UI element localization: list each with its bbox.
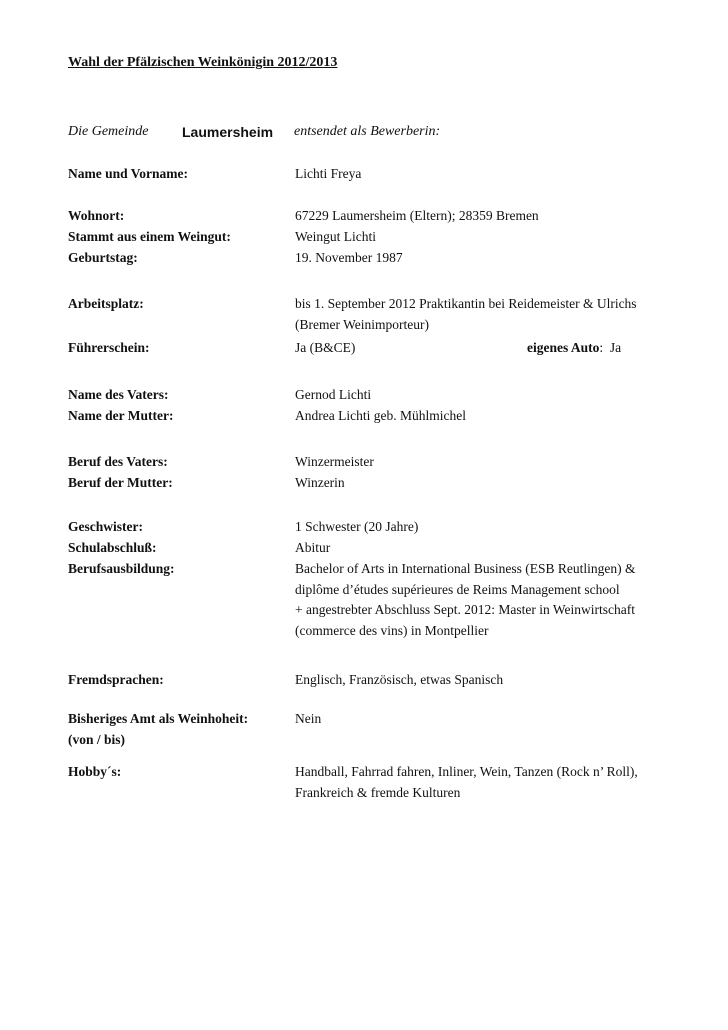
field-label: Arbeitsplatz: [68,296,144,311]
field-value: 67229 Laumersheim (Eltern); 28359 Bremen [295,208,539,223]
field-label: Fremdsprachen: [68,672,164,687]
field-label: Schulabschluß: [68,540,157,555]
field-value-line: Bachelor of Arts in International Business (ESB Reutlingen) & [295,561,636,576]
field-value: Abitur [295,540,331,555]
field-label: Name der Mutter: [68,408,174,423]
field-value-line: bis 1. September 2012 Praktikantin bei Reidemeister & Ulrichs [295,296,637,311]
field-label: Hobby´s: [68,764,122,779]
field-value: Winzerin [295,475,345,490]
field-value-line: (Bremer Weinimporteur) [295,316,429,332]
field-value: Lichti Freya [295,166,362,181]
field-value: Gernod Lichti [295,387,372,402]
field-label: Name und Vorname: [68,166,189,181]
field-value [295,762,695,803]
own-car-value: Ja [609,340,622,355]
field-value-line: + angestrebter Abschluss Sept. 2012: Master in Weinwirtschaft [295,602,635,617]
field-value: Nein [295,711,322,726]
field-label: Führerschein: [68,340,150,355]
field-value: 1 Schwester (20 Jahre) [295,519,419,534]
field-value [295,559,695,641]
field-label-line: Bisheriges Amt als Weinhoheit: [68,711,249,726]
field-label: Geschwister: [68,519,143,534]
field-label: Beruf der Mutter: [68,475,173,490]
intro-prefix: Die Gemeinde [68,124,149,139]
field-label: Wohnort: [68,208,125,223]
field-value: Weingut Lichti [295,229,377,244]
field-value: Andrea Lichti geb. Mühlmichel [295,408,466,423]
field-value [295,294,695,335]
field-label: Beruf des Vaters: [68,454,168,469]
field-label: Name des Vaters: [68,387,169,402]
field-value-line: diplôme d’études supérieures de Reims Management school [295,581,620,597]
field-value: Winzermeister [295,454,374,469]
own-car-label: eigenes Auto [527,340,600,355]
municipality-name: Laumersheim [182,124,274,140]
field-label: Stammt aus einem Weingut: [68,229,231,244]
field-value-line: Frankreich & fremde Kulturen [295,784,461,800]
field-label: Geburtstag: [68,250,138,265]
field-value: Englisch, Französisch, etwas Spanisch [295,672,504,687]
field-value: Ja (B&CE) [295,340,356,355]
field-value: 19. November 1987 [295,250,403,265]
page-title: Wahl der Pfälzischen Weinkönigin 2012/2013 [68,55,338,70]
field-label: Berufsausbildung: [68,561,175,576]
field-value-line: (commerce des vins) in Montpellier [295,622,489,638]
own-car-field: eigenes Auto: Ja [527,340,622,355]
field-value-line: Handball, Fahrrad fahren, Inliner, Wein, Tanzen (Rock n’ Roll), [295,764,638,779]
intro-line [68,124,441,140]
intro-suffix: entsendet als Bewerberin: [294,124,441,139]
field-label [68,709,290,750]
field-label-line: (von / bis) [68,731,126,747]
